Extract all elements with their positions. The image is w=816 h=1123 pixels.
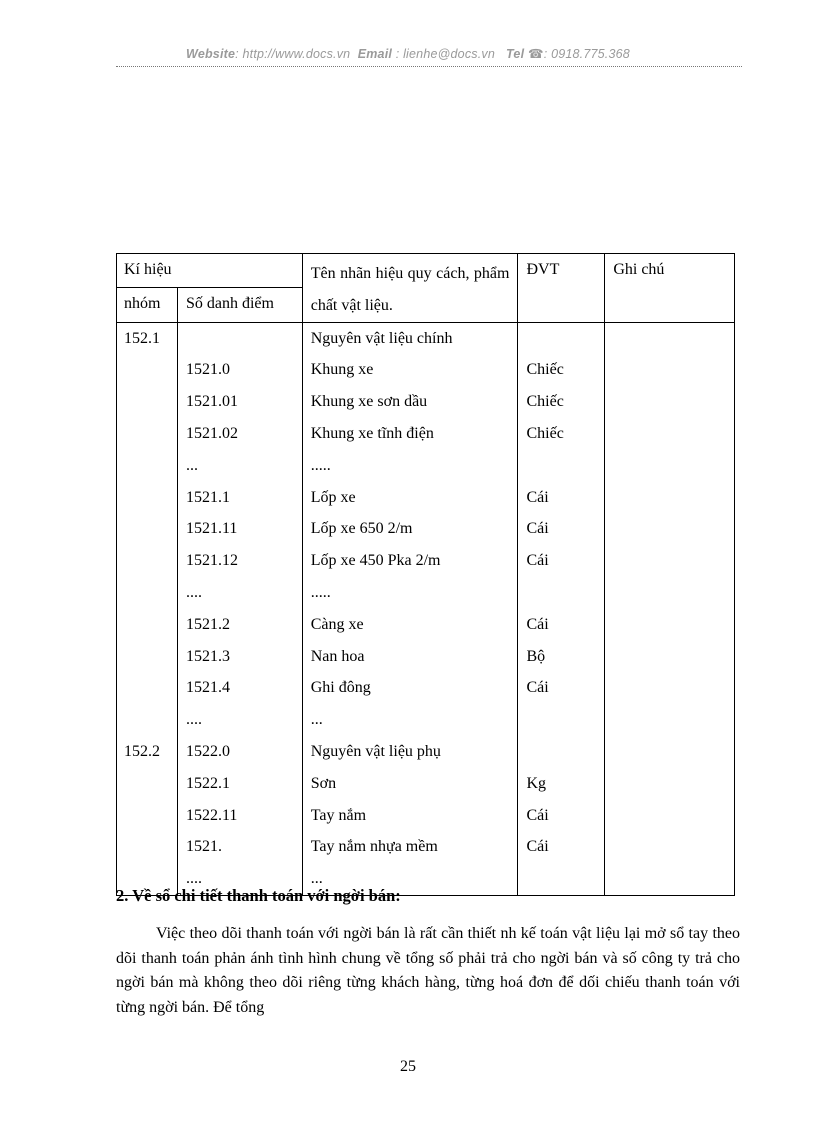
ten-cell: Sơn [310,774,337,792]
so-danh-diem-cell: 1521.1 [185,488,230,506]
ten-cell: Lốp xe 450 Pka 2/m [310,552,441,570]
nhom-cell [124,386,169,418]
ghi-chu-cell [613,577,726,609]
header-dvt: ĐVT [518,254,605,323]
header-ten-nhan-hieu: Tên nhãn hiệu quy cách, phẩm chất vật liệu. [302,254,518,323]
ghi-chu-cell [613,418,726,450]
materials-table [116,253,735,896]
so-danh-diem-cell: ... [185,456,198,474]
ghi-chu-cell [613,831,726,863]
ten-cell: ... [310,711,323,729]
so-danh-diem-cell: 1521.2 [185,615,230,633]
ghi-chu-cell [613,641,726,673]
so-danh-diem-cell: 1521.11 [185,520,238,538]
ghi-chu-cell [613,672,726,704]
dvt-cell [526,736,596,768]
ghi-chu-cell [613,768,726,800]
so-danh-diem-column [177,322,302,895]
dvt-cell [526,704,596,736]
section-title: 2. Về sổ chi tiết thanh toán với ngời bán: [116,886,401,905]
header-so-danh-diem: Số danh điểm [177,288,302,322]
ten-cell: ..... [310,456,331,474]
so-danh-diem-cell: 1521.01 [185,393,238,411]
ghi-chu-cell [613,513,726,545]
ghi-chu-cell [613,323,726,355]
ghi-chu-cell [613,736,726,768]
dvt-cell: Kg [526,774,547,792]
nhom-cell [124,354,169,386]
so-danh-diem-cell: 1521.02 [185,424,238,442]
header-kihieu: Kí hiệu [117,254,303,288]
nhom-cell [124,577,169,609]
so-danh-diem-cell: .... [185,711,202,729]
so-danh-diem-cell: 1521.3 [185,647,230,665]
dvt-cell: Chiếc [526,393,564,411]
table-body-row [117,322,735,895]
ten-cell: Nguyên vật liệu chính [310,329,453,347]
ghi-chu-cell [613,545,726,577]
ten-cell: Khung xe tĩnh điện [310,424,434,442]
dvt-cell: Cái [526,552,549,570]
nhom-cell: 152.1 [124,329,160,347]
so-danh-diem-cell: 1521. [185,838,222,856]
tel-label: Tel [506,47,525,61]
dvt-cell: Cái [526,520,549,538]
ghi-chu-cell [613,704,726,736]
ten-column [302,322,518,895]
dvt-cell [526,323,596,355]
dvt-cell: Bộ [526,647,546,665]
ten-cell: Tay nắm nhựa mềm [310,838,438,856]
so-danh-diem-cell: 1522.0 [185,742,230,760]
nhom-cell [124,450,169,482]
nhom-cell [124,768,169,800]
nhom-cell [124,513,169,545]
so-danh-diem-cell: 1521.0 [185,361,230,379]
so-danh-diem-cell: 1521.12 [185,552,238,570]
email-label: Email [357,47,393,61]
dvt-column [518,322,605,895]
nhom-cell [124,672,169,704]
tel-value: : 0918.775.368 [543,47,630,61]
nhom-column [117,322,178,895]
ten-cell: Nguyên vật liệu phụ [310,742,441,760]
so-danh-diem-cell: 1522.11 [185,806,238,824]
header-ghi-chu: Ghi chú [605,254,735,323]
ten-cell: Tay nắm [310,806,367,824]
dvt-cell: Cái [526,615,549,633]
nhom-cell [124,831,169,863]
dvt-cell: Chiếc [526,424,564,442]
page-number: 25 [400,1058,416,1075]
website-label: Website [186,47,236,61]
ten-cell: Lốp xe 650 2/m [310,520,413,538]
so-danh-diem-cell: .... [185,870,202,888]
dvt-cell: Cái [526,838,549,856]
so-danh-diem-cell: 1522.1 [185,774,230,792]
phone-icon: ☎ [527,47,544,61]
ghi-chu-cell [613,386,726,418]
ten-cell: Ghi đông [310,679,371,697]
so-danh-diem-cell [186,323,294,355]
ten-cell: Khung xe [310,361,374,379]
dvt-cell [526,577,596,609]
nhom-cell: 152.2 [124,742,160,760]
dvt-cell: Cái [526,679,549,697]
header-divider [116,66,742,67]
dvt-cell: Cái [526,488,549,506]
nhom-cell [124,545,169,577]
header-nhom: nhóm [117,288,178,322]
nhom-cell [124,609,169,641]
nhom-cell [124,418,169,450]
ten-cell: Nan hoa [310,647,365,665]
dvt-cell: Chiếc [526,361,564,379]
body-paragraph [116,922,740,1020]
so-danh-diem-cell: 1521.4 [185,679,230,697]
paragraph-text: Việc theo dõi thanh toán với ngời bán là rất cần thiết nh kế toán vật liệu lại mở sổ tay theo dõi thanh toán phản ánh tình hình chung về tổng số phải trả cho ngời bán và số công ty trả cho ngời bán mà không theo dõi riêng từng khách hàng, từng hoá đơn để dối chiếu thanh toán với từng ngời bán. Để tổng [116,925,740,1016]
nhom-cell [124,482,169,514]
website-value: : http://www.docs.vn [235,47,351,61]
ten-cell: Khung xe sơn dầu [310,393,428,411]
ghi-chu-cell [613,609,726,641]
dvt-cell [526,863,596,895]
nhom-cell [124,800,169,832]
email-value: : lienhe@docs.vn [395,47,496,61]
ghi-chu-cell [613,354,726,386]
ghi-chu-column [605,322,735,895]
ten-cell: ... [310,870,323,888]
ghi-chu-cell [613,863,726,895]
dvt-cell [526,450,596,482]
dvt-cell: Cái [526,806,549,824]
ten-cell: Càng xe [310,615,364,633]
ten-cell: Lốp xe [310,488,356,506]
ghi-chu-cell [613,482,726,514]
page-header [0,46,816,61]
table-header-row-1 [117,254,735,288]
ghi-chu-cell [613,450,726,482]
nhom-cell [124,641,169,673]
ten-cell: ..... [310,583,331,601]
nhom-cell [124,704,169,736]
ghi-chu-cell [613,800,726,832]
so-danh-diem-cell: .... [185,583,202,601]
